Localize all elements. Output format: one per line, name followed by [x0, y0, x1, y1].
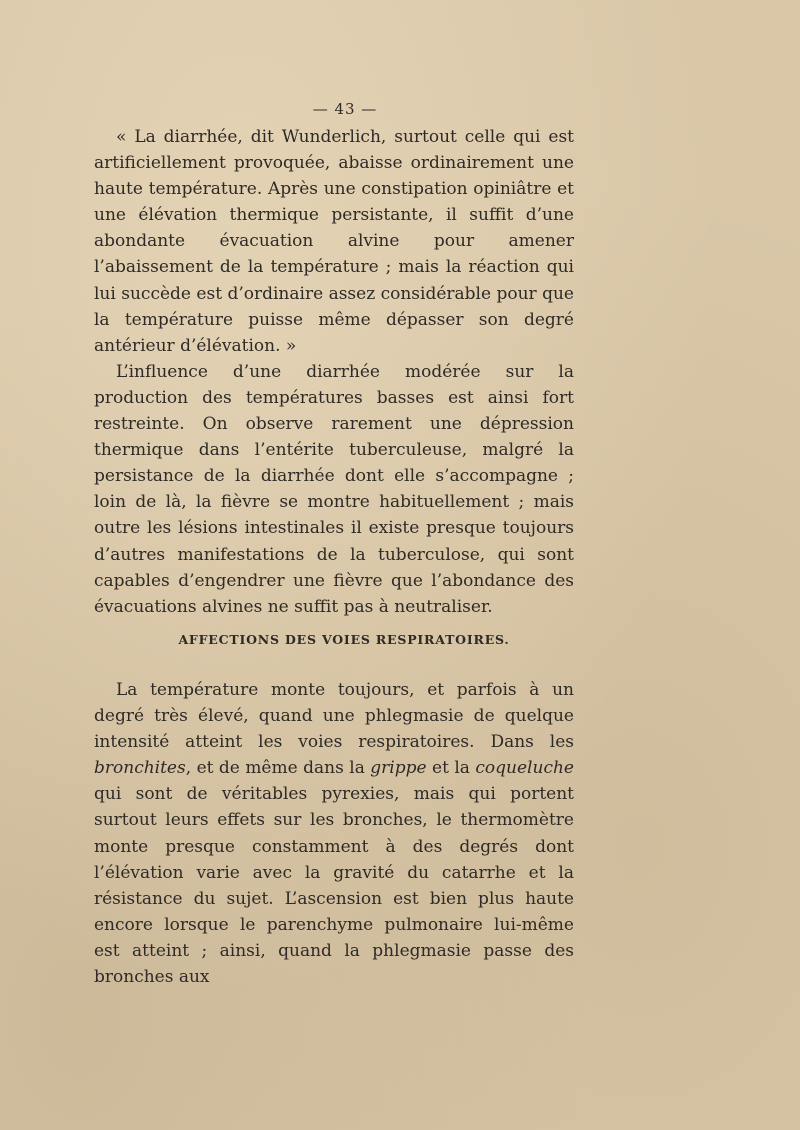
text-run: La température monte toujours, et parfois à un degré très élevé, quand une phlegmasie de quelque intensité atteint les voies respiratoires. Dans les — [94, 680, 574, 753]
term-coqueluche: coqueluche — [475, 758, 574, 779]
page-number: — 43 — — [312, 100, 378, 118]
paragraph-wunderlich-quote: « La diarrhée, dit Wunderlich, surtout celle qui est artificiellement provoquée, abaisse ordinairement une haute température. Après une constipation opiniâtre et une élévation thermique persistante, il suffit d’une abondante évacuation alvine pour amener l’abaissement de la température ; mais la réaction qui lui succède est d’ordinaire assez considérable pour que la température puisse même dépasser son degré antérieur d’élévation. » — [94, 127, 574, 356]
text-block-diarrhee — [94, 124, 574, 620]
term-grippe: grippe — [370, 758, 427, 779]
text-run: et la — [426, 758, 476, 779]
text-run: , et de même dans la — [185, 758, 371, 779]
section-heading: AFFECTIONS DES VOIES RESPIRATOIRES. — [178, 632, 510, 647]
paragraph-voies-respiratoires — [94, 677, 574, 990]
term-bronchites: bronchites — [94, 758, 186, 779]
text-run: qui sont de véritables pyrexies, mais qui portent surtout leurs effets sur les bronches, le thermomètre monte presque constamment à des degrés dont l’élévation varie avec la gravité du catarrhe et la résistance du sujet. L’ascension est bien plus haute encore lorsque le parenchyme pulmonaire lui-même est atteint ; ainsi, quand la phlegmasie passe des bronches aux — [94, 784, 574, 988]
paragraph-diarrhee-moderee: L’influence d’une diarrhée modérée sur la production des températures basses est ainsi fort restreinte. On observe rarement une dépression thermique dans l’entérite tuberculeuse, malgré la persistance de la diarrhée dont elle s’accompagne ; loin de là, la fièvre se montre habituellement ; mais outre les lésions intestinales il existe presque toujours d’autres manifestations de la tuberculose, qui sont capables d’engendrer une fièvre que l’abondance des évacuations alvines ne suffit pas à neutraliser. — [94, 361, 574, 617]
text-block-voies-respiratoires — [94, 677, 574, 990]
